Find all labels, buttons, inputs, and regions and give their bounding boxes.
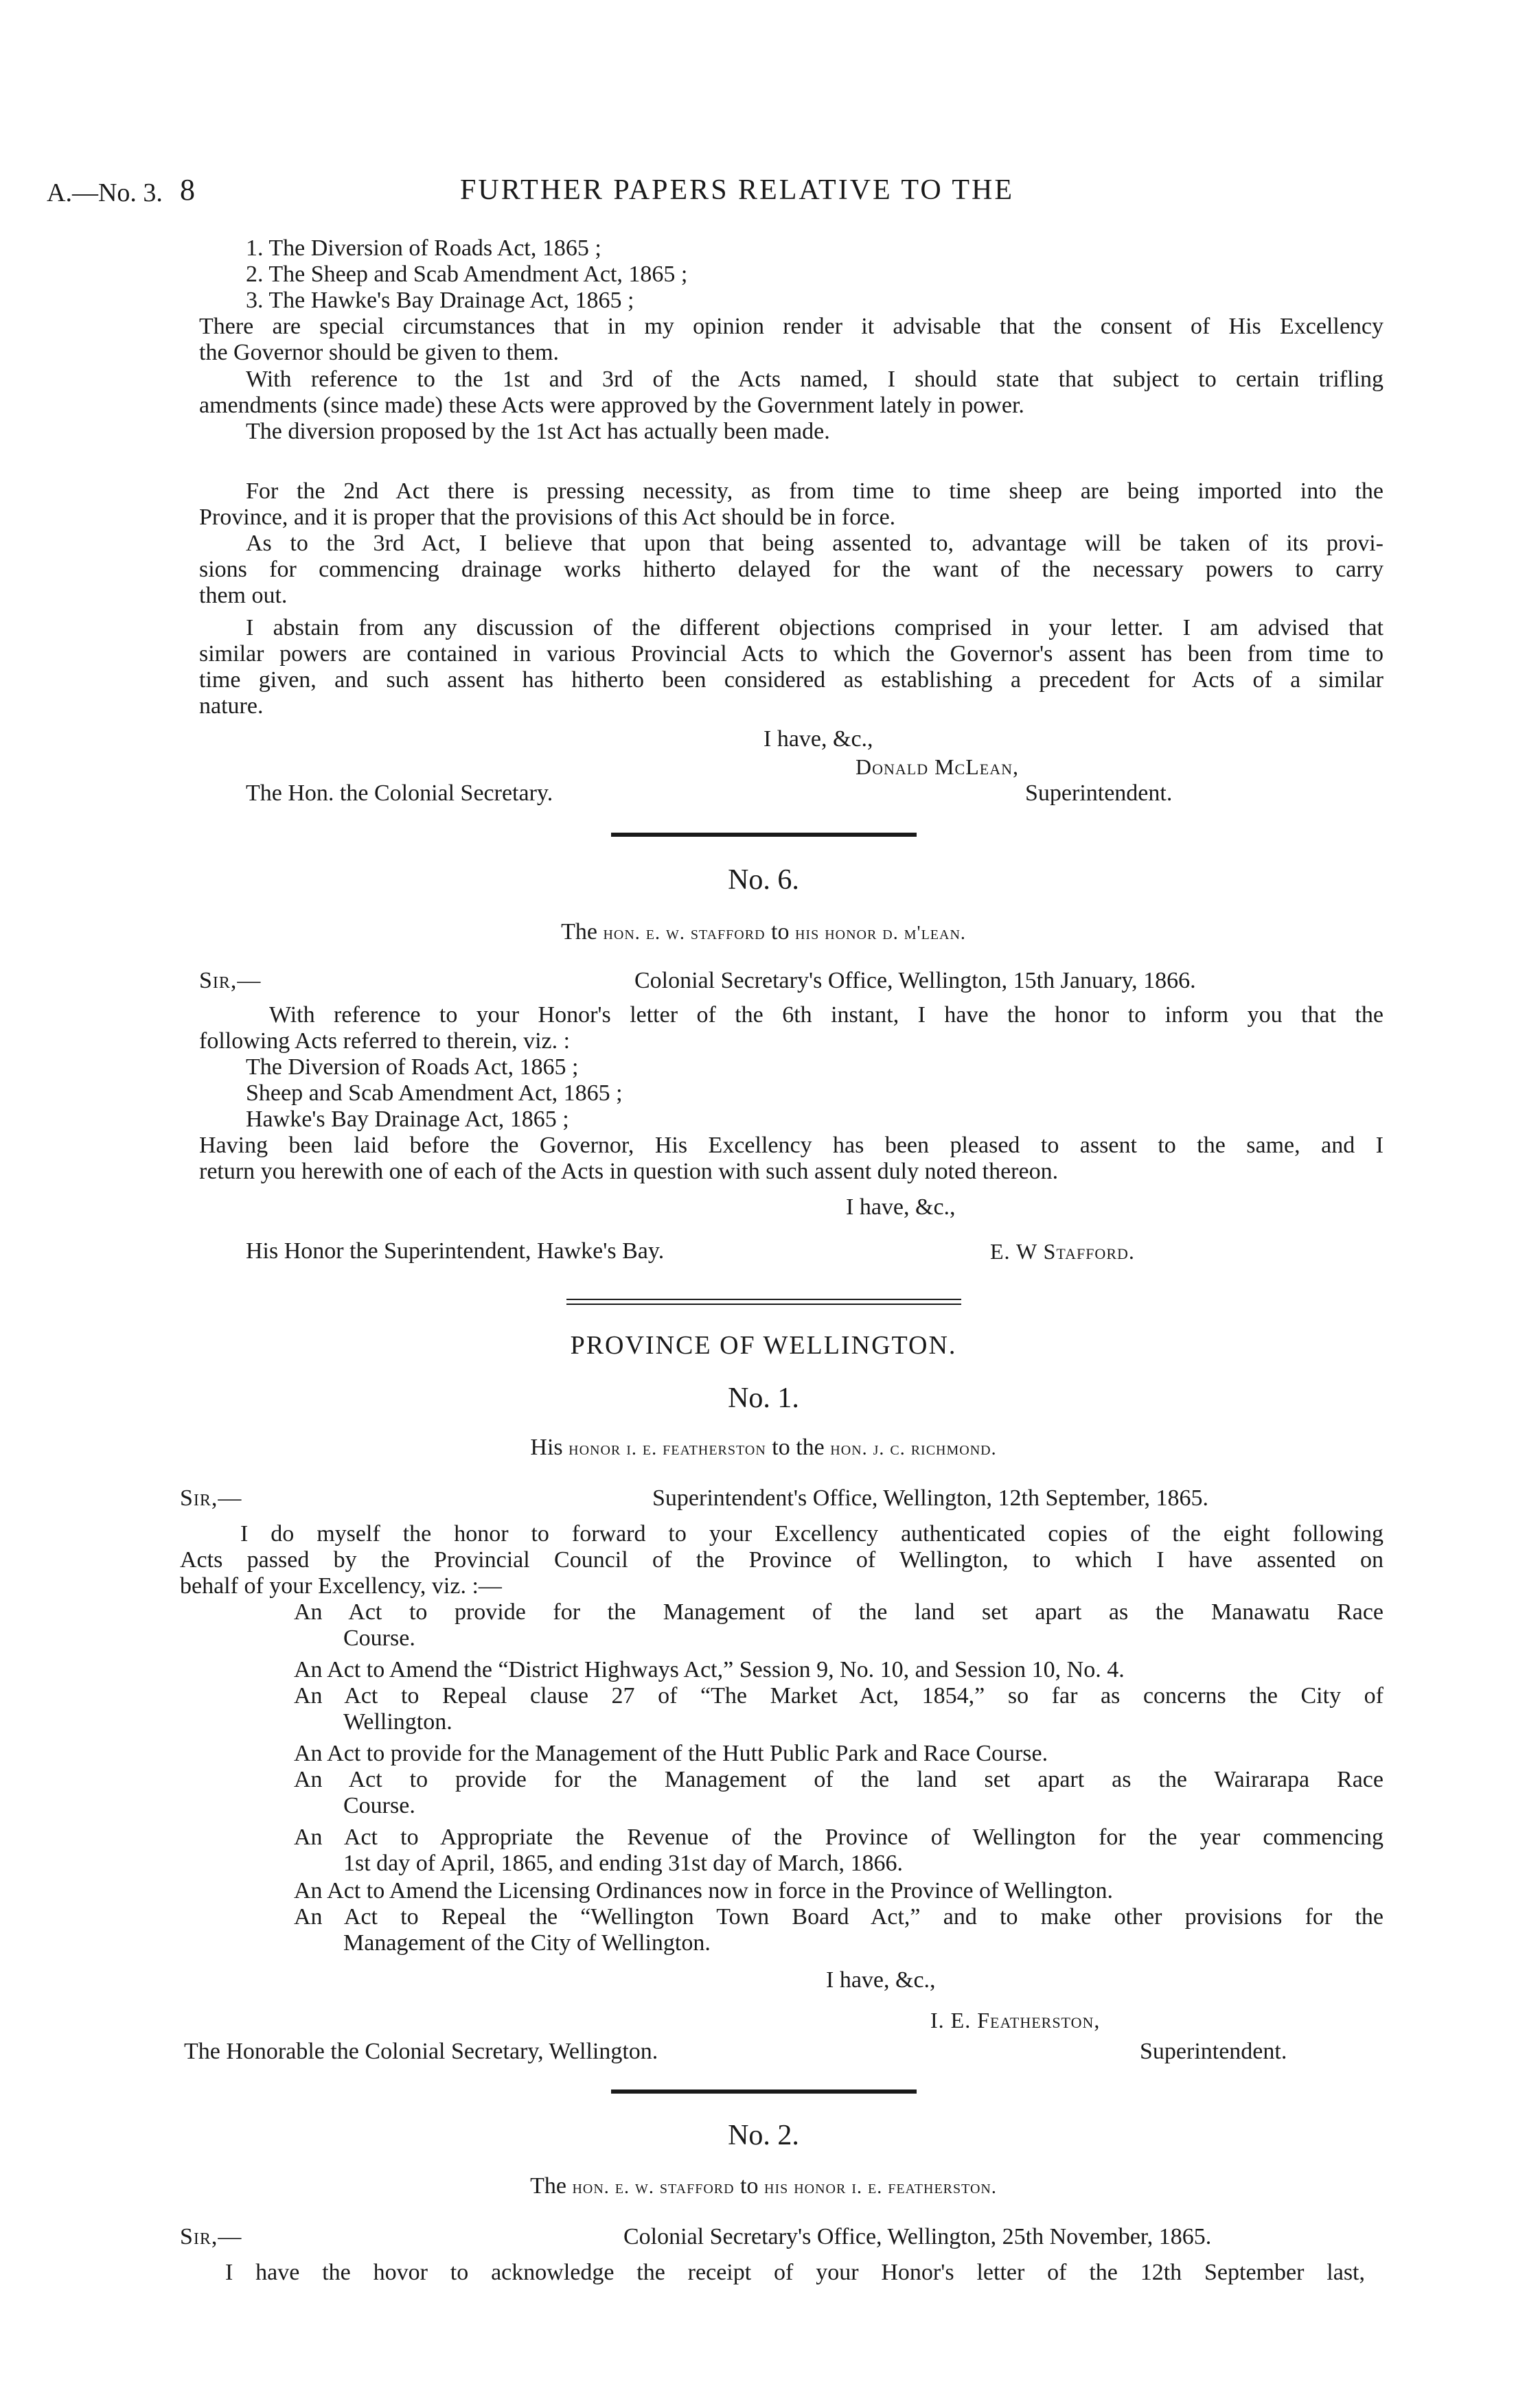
addressee: The Honorable the Colonial Secretary, Wellington.: [184, 2039, 658, 2064]
act-list-item: An Act to Repeal clause 27 of “The Market Act, 1854,” so far as concerns the City of: [294, 1683, 1384, 1709]
from-to-part: The: [530, 2173, 573, 2199]
letter-number: No. 2.: [728, 2120, 799, 2151]
salutation: Sir,—: [180, 1485, 242, 1511]
body-line: As to the 3rd Act, I believe that upon that being assented to, advantage will be taken of its provi-: [246, 531, 1384, 556]
place-date: Colonial Secretary's Office, Wellington, 15th January, 1866.: [634, 968, 1196, 993]
act-list-item: Sheep and Scab Amendment Act, 1865 ;: [246, 1080, 623, 1106]
double-rule: [566, 1299, 961, 1300]
to-name: hon. j. c. richmond.: [830, 1438, 997, 1459]
signature: E. W Stafford.: [990, 1239, 1135, 1264]
body-line: The diversion proposed by the 1st Act has actually been made.: [246, 419, 830, 444]
body-line: I have the hovor to acknowledge the receipt of your Honor's letter of the 12th September last,: [225, 2260, 1365, 2285]
act-list-item: 1. The Diversion of Roads Act, 1865 ;: [246, 235, 601, 261]
body-line: return you herewith one of each of the Acts in question with such assent duly noted thereon.: [199, 1159, 1059, 1184]
closing: I have, &c.,: [846, 1194, 956, 1220]
page-number: 8: [180, 173, 195, 207]
act-list-item: Course.: [343, 1793, 415, 1818]
signature: Donald McLean,: [856, 754, 1019, 779]
act-list-item: 1st day of April, 1865, and ending 31st day of March, 1866.: [343, 1851, 903, 1876]
from-to-part: The: [561, 919, 604, 945]
from-to-part: to: [734, 2173, 764, 2199]
closing: I have, &c.,: [826, 1967, 936, 1993]
body-line: similar powers are contained in various Provincial Acts to which the Governor's assent has been from time to: [199, 641, 1384, 667]
body-line: them out.: [199, 583, 288, 608]
body-line: the Governor should be given to them.: [199, 340, 560, 365]
body-line: There are special circumstances that in my opinion render it advisable that the consent of His Excellency: [199, 314, 1384, 339]
body-line: I do myself the honor to forward to your Excellency authenticated copies of the eight following: [240, 1521, 1384, 1547]
from-name: hon. e. w. stafford: [603, 923, 766, 944]
to-name: his honor d. m'lean.: [794, 923, 966, 944]
signature-title: Superintendent.: [1025, 780, 1173, 806]
from-name: hon. e. w. stafford: [572, 2177, 735, 2198]
page-title: FURTHER PAPERS RELATIVE TO THE: [460, 174, 1015, 206]
double-rule: [566, 1304, 961, 1305]
addressee: The Hon. the Colonial Secretary.: [246, 780, 553, 806]
letter-number: No. 6.: [728, 864, 799, 896]
act-list-item: Course.: [343, 1625, 415, 1651]
body-line: following Acts referred to therein, viz. :: [199, 1028, 571, 1054]
act-list-item: An Act to Repeal the “Wellington Town Board Act,” and to make other provisions for the: [294, 1904, 1384, 1930]
from-to-part: His: [530, 1435, 569, 1460]
act-list-item: Management of the City of Wellington.: [343, 1930, 711, 1956]
body-line: Province, and it is proper that the provisions of this Act should be in force.: [199, 505, 896, 530]
act-list-item: Wellington.: [343, 1709, 452, 1735]
body-line: sions for commencing drainage works hitherto delayed for the want of the necessary powers to carry: [199, 557, 1384, 582]
body-line: For the 2nd Act there is pressing necessity, as from time to time sheep are being imported into the: [246, 478, 1384, 504]
from-to-part: to: [765, 919, 795, 945]
act-list-item: An Act to provide for the Management of the land set apart as the Manawatu Race: [294, 1599, 1384, 1625]
act-list-item: Hawke's Bay Drainage Act, 1865 ;: [246, 1107, 569, 1132]
signature-title: Superintendent.: [1140, 2039, 1287, 2064]
place-date: Colonial Secretary's Office, Wellington, 25th November, 1865.: [623, 2224, 1212, 2249]
letter-from-to: [0, 919, 1527, 947]
body-line: I abstain from any discussion of the different objections comprised in your letter. I am advised that: [246, 615, 1384, 640]
signature: I. E. Featherston,: [930, 2008, 1101, 2033]
act-list-item: An Act to provide for the Management of the land set apart as the Wairarapa Race: [294, 1767, 1384, 1792]
body-line: behalf of your Excellency, viz. :—: [180, 1573, 502, 1599]
act-list-item: An Act to Amend the “District Highways Act,” Session 9, No. 10, and Session 10, No. 4.: [294, 1657, 1125, 1682]
body-line: time given, and such assent has hitherto been considered as establishing a precedent for Acts of a similar: [199, 667, 1384, 693]
act-list-item: An Act to Amend the Licensing Ordinances now in force in the Province of Wellington.: [294, 1878, 1113, 1903]
from-to-part: to the: [766, 1435, 831, 1460]
closing: I have, &c.,: [764, 726, 873, 752]
header-ref: A.—No. 3.: [47, 178, 163, 207]
act-list-item: An Act to Appropriate the Revenue of the Province of Wellington for the year commencing: [294, 1825, 1384, 1850]
act-list-item: 3. The Hawke's Bay Drainage Act, 1865 ;: [246, 288, 634, 313]
letter-from-to: [0, 1435, 1527, 1462]
act-list-item: The Diversion of Roads Act, 1865 ;: [246, 1054, 579, 1080]
salutation: Sir,—: [199, 968, 262, 993]
body-line: nature.: [199, 693, 264, 719]
section-divider: [611, 833, 917, 837]
act-list-item: An Act to provide for the Management of the Hutt Public Park and Race Course.: [294, 1741, 1048, 1766]
letter-from-to: [0, 2173, 1527, 2201]
to-name: his honor i. e. featherston.: [764, 2177, 997, 2198]
body-line: Having been laid before the Governor, His Excellency has been pleased to assent to the same, and I: [199, 1133, 1384, 1158]
act-list-item: 2. The Sheep and Scab Amendment Act, 1865 ;: [246, 262, 688, 287]
section-divider: [611, 2089, 917, 2094]
body-line: Acts passed by the Provincial Council of the Province of Wellington, to which I have assented on: [180, 1547, 1384, 1573]
body-line: With reference to your Honor's letter of the 6th instant, I have the honor to inform you that the: [269, 1002, 1384, 1028]
letter-number: No. 1.: [728, 1382, 799, 1414]
addressee: His Honor the Superintendent, Hawke's Bay.: [246, 1238, 665, 1264]
province-heading: PROVINCE OF WELLINGTON.: [570, 1331, 957, 1360]
body-line: amendments (since made) these Acts were approved by the Government lately in power.: [199, 393, 1024, 418]
salutation: Sir,—: [180, 2224, 242, 2249]
from-name: honor i. e. featherston: [569, 1438, 766, 1459]
place-date: Superintendent's Office, Wellington, 12th September, 1865.: [652, 1485, 1209, 1511]
body-line: With reference to the 1st and 3rd of the Acts named, I should state that subject to certain trifling: [246, 367, 1384, 392]
